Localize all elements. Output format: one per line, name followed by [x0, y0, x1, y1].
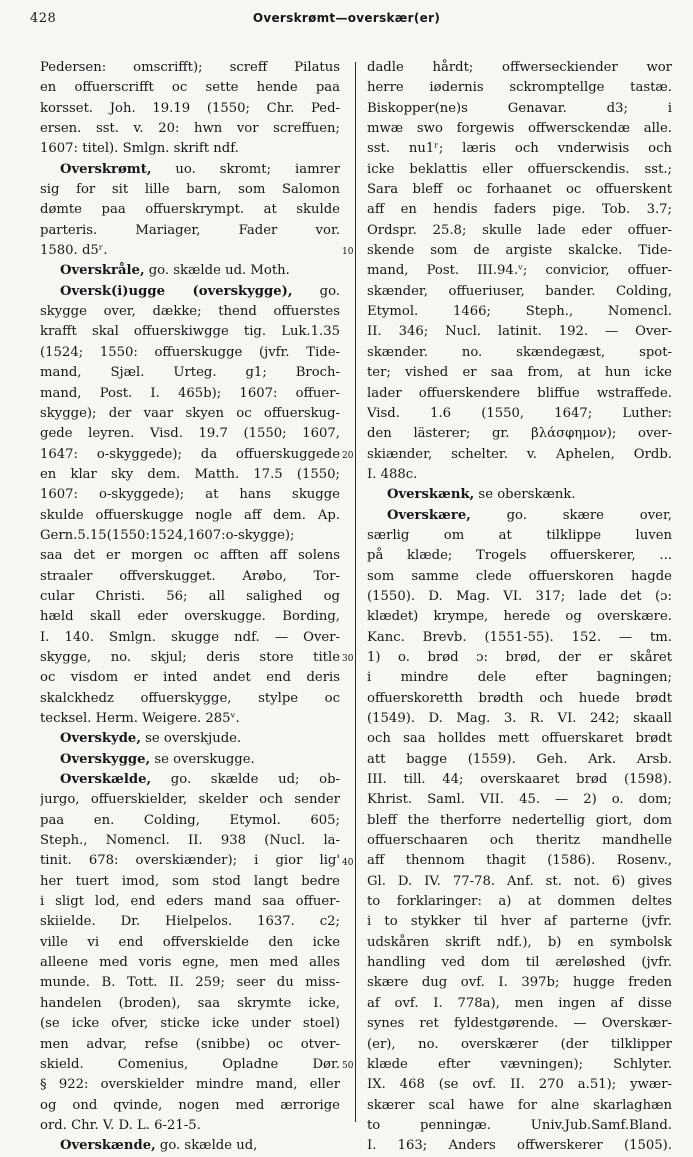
text-line: I. 140. Smlgn. skugge ndf. — Over-	[40, 629, 340, 645]
text-line: på klæde; Trogels offuerskerer, ...	[367, 548, 672, 564]
text-line: Pedersen: omscrifft); screff Pilatus	[40, 60, 340, 75]
text-line: Overskænk, se oberskænk.	[387, 487, 576, 503]
text-line: ter; vished er saa from, at hun icke	[367, 365, 672, 381]
text-line: Biskopper(ne)s Genavar. d3; i	[367, 100, 672, 116]
text-line: skygge); der vaar skyen oc offuerskug-	[40, 405, 340, 421]
text-line: tecksel. Herm. Weigere. 285ᵛ.	[40, 711, 240, 726]
text-line: Overskråle, go. skælde ud. Moth.	[60, 263, 290, 279]
text-line: skield. Comenius, Opladne Dør.	[40, 1056, 340, 1072]
text-line: i mindre dele efter bagningen;	[367, 670, 672, 686]
text-line: handelen (broden), saa skrymte icke,	[40, 995, 340, 1011]
text-line: her tuert imod, som stod langt bedre	[40, 873, 340, 889]
text-line: Kanc. Brevb. (1551-55). 152. — tm.	[367, 629, 672, 645]
text-line: ord. Chr. V. D. L. 6-21-5.	[40, 1117, 201, 1133]
text-line: IX. 468 (se ovf. II. 270 a.51); ywær-	[367, 1077, 672, 1093]
text-line: (1549). D. Mag. 3. R. VI. 242; skaall	[367, 711, 672, 726]
text-line: i sligt lod, end eders mand saa offuer-	[40, 894, 340, 910]
text-line: § 922: overskielder mindre mand, eller	[40, 1077, 340, 1093]
text-line: mand, Post. I. 465b); 1607: offuer-	[40, 385, 340, 401]
text-line: herre iødernis sckromptellge tastæ.	[367, 80, 672, 96]
text-line: alleene med voris egne, men med alles	[40, 955, 340, 971]
text-line: sig for sit lille barn, som Salomon	[40, 182, 340, 198]
text-line: dømte paa offuerskrympt. at skulde	[40, 202, 340, 218]
text-line: parteris. Mariager, Fader vor.	[40, 222, 340, 238]
text-line: Visd. 1.6 (1550, 1647; Luther:	[367, 405, 672, 421]
text-line: Overskænde, go. skælde ud,	[60, 1138, 258, 1154]
text-line: Gl. D. IV. 77-78. Anf. st. not. 6) gives	[367, 873, 672, 889]
text-line: Gern.5.15(1550:1524,1607:o-skygge);	[40, 527, 295, 543]
margin-line-number: 20	[342, 450, 354, 461]
left-column	[40, 58, 340, 1157]
text-line: Oversk(i)ugge (overskygge), go.	[60, 283, 340, 299]
text-line: cular Christi. 56; all salighed og	[40, 588, 340, 604]
text-line: Overskrømt, uo. skromt; iamrer	[60, 161, 340, 177]
text-line: straaler offverskugget. Arøbo, Tor-	[40, 568, 340, 584]
text-line: 1) o. brød ɔ: brød, der er skåret	[367, 649, 672, 665]
text-line: 1647: o-skyggede); da offuerskuggede	[40, 446, 340, 462]
text-line: sst. nu1ʳ; læris och vnderwisis och	[367, 141, 672, 157]
running-head: Overskrømt—overskær(er)	[252, 11, 441, 25]
text-line: Sara bleff oc forhaanet oc offuerskent	[367, 182, 672, 198]
text-line: munde. B. Tott. II. 259; seer du miss-	[40, 975, 340, 991]
text-line: 1607: titel). Smlgn. skrift ndf.	[40, 141, 239, 157]
text-line: mand, Post. III.94.ᵛ; convicior, offuer-	[367, 263, 672, 279]
text-line: skænder, offueriuser, bander. Colding,	[367, 283, 672, 299]
text-line: och saa holldes mett offuerskaret brødt	[367, 731, 672, 747]
text-line: jurgo, offuerskielder, skelder och sender	[40, 792, 340, 808]
text-line: (1550). D. Mag. VI. 317; lade det (ɔ:	[367, 588, 672, 604]
text-line: offuerskoretth brødth och huede brødt	[367, 690, 672, 706]
column-divider	[355, 62, 356, 1122]
text-line: skygge, no. skjul; deris store title	[40, 649, 340, 665]
text-line: men advar, refse (snibbe) oc otver-	[40, 1036, 340, 1052]
text-line: synes ret fyldestgørende. — Overskær-	[367, 1016, 672, 1032]
text-line: gede leyren. Visd. 19.7 (1550; 1607,	[40, 426, 340, 442]
text-line: att bagge (1559). Geh. Ark. Arsb.	[367, 751, 672, 767]
text-line: Overskyde, se overskjude.	[60, 731, 242, 747]
text-line: særlig om at tilklippe luven	[367, 527, 672, 543]
text-line: I. 488c.	[367, 466, 418, 482]
text-line: krafft skal offuerskiwgge tig. Luk.1.35	[40, 324, 340, 340]
text-line: en klar sky dem. Matth. 17.5 (1550;	[40, 466, 340, 482]
text-line: og ond qvinde, nogen med ærrorige	[40, 1097, 340, 1113]
text-line: tinit. 678: overskiænder); i gior lig'	[40, 853, 340, 869]
text-line: aff thennom thagit (1586). Rosenv.,	[367, 853, 672, 869]
text-line: dadle hårdt; offwerseckiender wor	[367, 60, 672, 75]
text-line: icke beklattis eller offuersckendis. sst.;	[367, 161, 672, 177]
text-line: saa det er morgen oc afften aff solens	[40, 548, 340, 564]
text-line: Overskære, go. skære over,	[387, 507, 672, 523]
text-line: Overskælde, go. skælde ud; ob-	[60, 772, 340, 788]
text-line: Etymol. 1466; Steph., Nomencl.	[367, 304, 672, 320]
margin-line-number: 40	[342, 857, 354, 868]
text-line: skulde offuerskugge nogle aff dem. Ap.	[40, 507, 340, 523]
text-line: 1607: o-skyggede); at hans skugge	[40, 487, 340, 503]
text-line: skende som de argiste skalcke. Tide-	[367, 243, 672, 259]
text-line: to penningæ. Univ.Jub.Samf.Bland.	[367, 1117, 672, 1133]
text-line: skænder. no. skændegæst, spot-	[367, 344, 672, 360]
text-line: ersen. sst. v. 20: hwn vor screffuen;	[40, 121, 340, 137]
text-line: mwæ swo forgewis offwersckendæ alle.	[367, 121, 672, 137]
text-line: skærer scal hawe for alne skarlaghæn	[367, 1097, 672, 1113]
text-line: aff en hendis faders pige. Tob. 3.7;	[367, 202, 672, 218]
text-line: Khrist. Saml. VII. 45. — 2) o. dom;	[367, 792, 672, 808]
text-line: skygge over, dække; thend offuerstes	[40, 304, 340, 320]
margin-line-number: 30	[342, 654, 354, 665]
margin-line-number: 10	[342, 247, 354, 258]
text-line: mand, Sjæl. Urteg. g1; Broch-	[40, 365, 340, 381]
text-line: en offuerscrifft oc sette hende paa	[40, 80, 340, 96]
text-line: (se icke ofver, sticke icke under stoel)	[40, 1016, 340, 1032]
text-line: II. 346; Nucl. latinit. 192. — Over-	[367, 324, 672, 340]
text-line: bleff the therforre nedertellig giort, dom	[367, 812, 672, 828]
text-line: i to stykker til hver af parterne (jvfr.	[367, 914, 672, 930]
text-line: skiielde. Dr. Hielpelos. 1637. c2;	[40, 914, 340, 930]
text-line: den lästerer; gr. βλάσφημον); over-	[367, 426, 672, 442]
page-header	[0, 0, 693, 40]
text-line: Overskygge, se overskugge.	[60, 751, 255, 767]
text-line: skalckhedz offuerskygge, stylpe oc	[40, 690, 340, 706]
page-number: 428	[30, 11, 57, 26]
text-line: to forklaringer: a) at dommen deltes	[367, 894, 672, 910]
text-line: oc visdom er inted andet end deris	[40, 670, 340, 686]
margin-line-number: 50	[342, 1061, 354, 1072]
text-line: skære dug ovf. I. 397b; hugge freden	[367, 975, 672, 991]
text-line: udskåren skrift ndf.), b) en symbolsk	[367, 934, 672, 950]
text-line: korsset. Joh. 19.19 (1550; Chr. Ped-	[40, 100, 340, 116]
text-line: lader offuerskendere bliffue wstraffede.	[367, 385, 672, 401]
text-line: (1524; 1550: offuerskugge (jvfr. Tide-	[40, 344, 340, 360]
text-line: Ordspr. 25.8; skulle lade eder offuer-	[367, 222, 672, 238]
text-line: skiænder, schelter. v. Aphelen, Ordb.	[367, 446, 672, 462]
text-line: af ovf. I. 778a), men ingen af disse	[367, 995, 672, 1011]
text-line: I. 163; Anders offwerskerer (1505).	[367, 1138, 672, 1154]
text-line: offuerschaaren och theritz mandhelle	[367, 833, 672, 849]
text-line: klædet) krympe, herede og overskære.	[367, 609, 672, 625]
text-line: hæld skall eder overskugge. Bording,	[40, 609, 340, 625]
text-line: klæde efter vævningen); Schlyter.	[367, 1056, 672, 1072]
text-line: Steph., Nomencl. II. 938 (Nucl. la-	[40, 833, 340, 849]
right-column	[367, 58, 672, 1157]
text-line: 1580. d5ʳ.	[40, 243, 108, 259]
text-line: som samme clede offuerskoren hagde	[367, 568, 672, 584]
text-line: (er), no. overskærer (der tilklipper	[367, 1036, 672, 1052]
text-line: ville vi end offverskielde den icke	[40, 934, 340, 950]
text-line: paa en. Colding, Etymol. 605;	[40, 812, 340, 828]
text-line: III. till. 44; overskaaret brød (1598).	[367, 772, 672, 788]
text-line: handling ved dom til æreløshed (jvfr.	[367, 955, 672, 971]
